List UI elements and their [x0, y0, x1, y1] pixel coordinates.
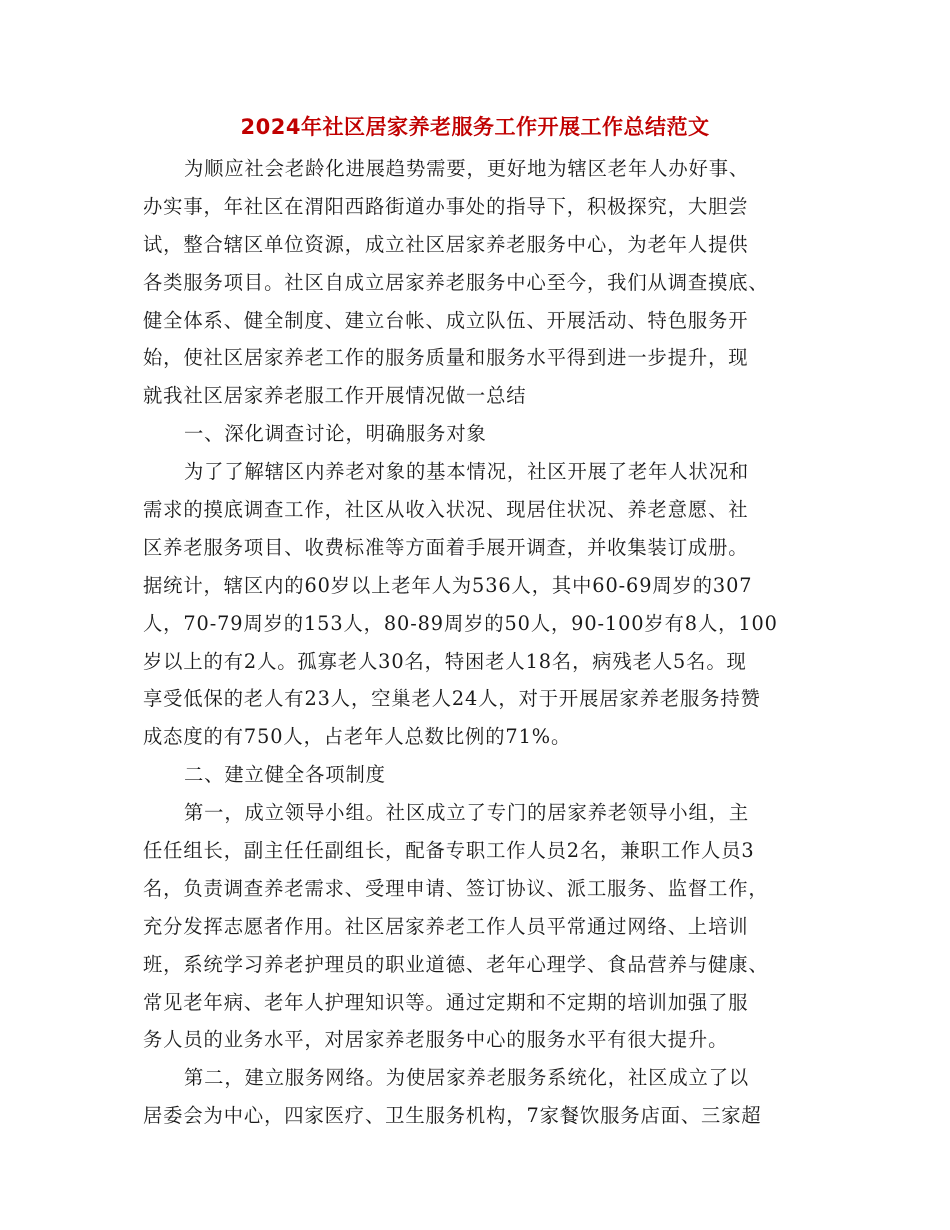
- text-line: 需求的摸底调查工作，社区从收入状况、现居住状况、养老意愿、社: [143, 498, 749, 522]
- document-title: 2024年社区居家养老服务工作开展工作总结范文: [240, 115, 710, 139]
- text-line: 始，使社区居家养老工作的服务质量和服务水平得到进一步提升，现: [143, 346, 749, 370]
- text-line: 为顺应社会老龄化进展趋势需要，更好地为辖区老年人办好事、: [184, 157, 750, 180]
- text-line: 区养老服务项目、收费标准等方面着手展开调查，并收集装订成册。: [143, 535, 749, 559]
- text-line: 据统计，辖区内的60岁以上老年人为536人，其中60-69周岁的307: [143, 573, 753, 597]
- text-line: 第二，建立服务网络。为使居家养老服务系统化，社区成立了以: [184, 1066, 750, 1090]
- text-line: 享受低保的老人有23人，空巢老人24人，对于开展居家养老服务持赞: [143, 687, 761, 711]
- text-line: 第一，成立领导小组。社区成立了专门的居家养老领导小组，主: [184, 801, 750, 825]
- text-line: 岁以上的有2人。孤寡老人30名，特困老人18名，病残老人5名。现: [143, 649, 747, 673]
- text-line: 常见老年病、老年人护理知识等。通过定期和不定期的培训加强了服: [143, 990, 749, 1014]
- text-line: 人，70-79周岁的153人，80-89周岁的50人，90-100岁有8人，100: [143, 611, 778, 635]
- text-line: 居委会为中心，四家医疗、卫生服务机构，7家餐饮服务店面、三家超: [143, 1104, 762, 1128]
- text-line: 各类服务项目。社区自成立居家养老服务中心至今，我们从调查摸底、: [143, 270, 769, 294]
- text-line: 健全体系、健全制度、建立台帐、成立队伍、开展活动、特色服务开: [143, 308, 749, 332]
- text-line: 名，负责调查养老需求、受理申请、签订协议、派工服务、监督工作，: [143, 876, 769, 900]
- text-line: 任任组长，副主任任副组长，配备专职工作人员2名，兼职工作人员3: [143, 839, 755, 863]
- text-line: 务人员的业务水平，对居家养老服务中心的服务水平有很大提升。: [143, 1028, 729, 1052]
- text-line: 就我社区居家养老服工作开展情况做一总结: [143, 384, 527, 408]
- document-body: [143, 150, 813, 1135]
- text-line: 成态度的有750人，占老年人总数比例的71%。: [143, 725, 572, 749]
- text-line: 试，整合辖区单位资源，成立社区居家养老服务中心，为老年人提供: [143, 232, 749, 256]
- text-line: 办实事，年社区在渭阳西路街道办事处的指导下，积极探究，大胆尝: [143, 194, 749, 218]
- text-line: 班，系统学习养老护理员的职业道德、老年心理学、食品营养与健康、: [143, 952, 769, 976]
- text-line: 一、深化调查讨论，明确服务对象: [184, 422, 487, 446]
- text-line: 为了了解辖区内养老对象的基本情况，社区开展了老年人状况和: [184, 460, 750, 484]
- text-line: 充分发挥志愿者作用。社区居家养老工作人员平常通过网络、上培训: [143, 914, 749, 938]
- text-line: 二、建立健全各项制度: [184, 763, 386, 787]
